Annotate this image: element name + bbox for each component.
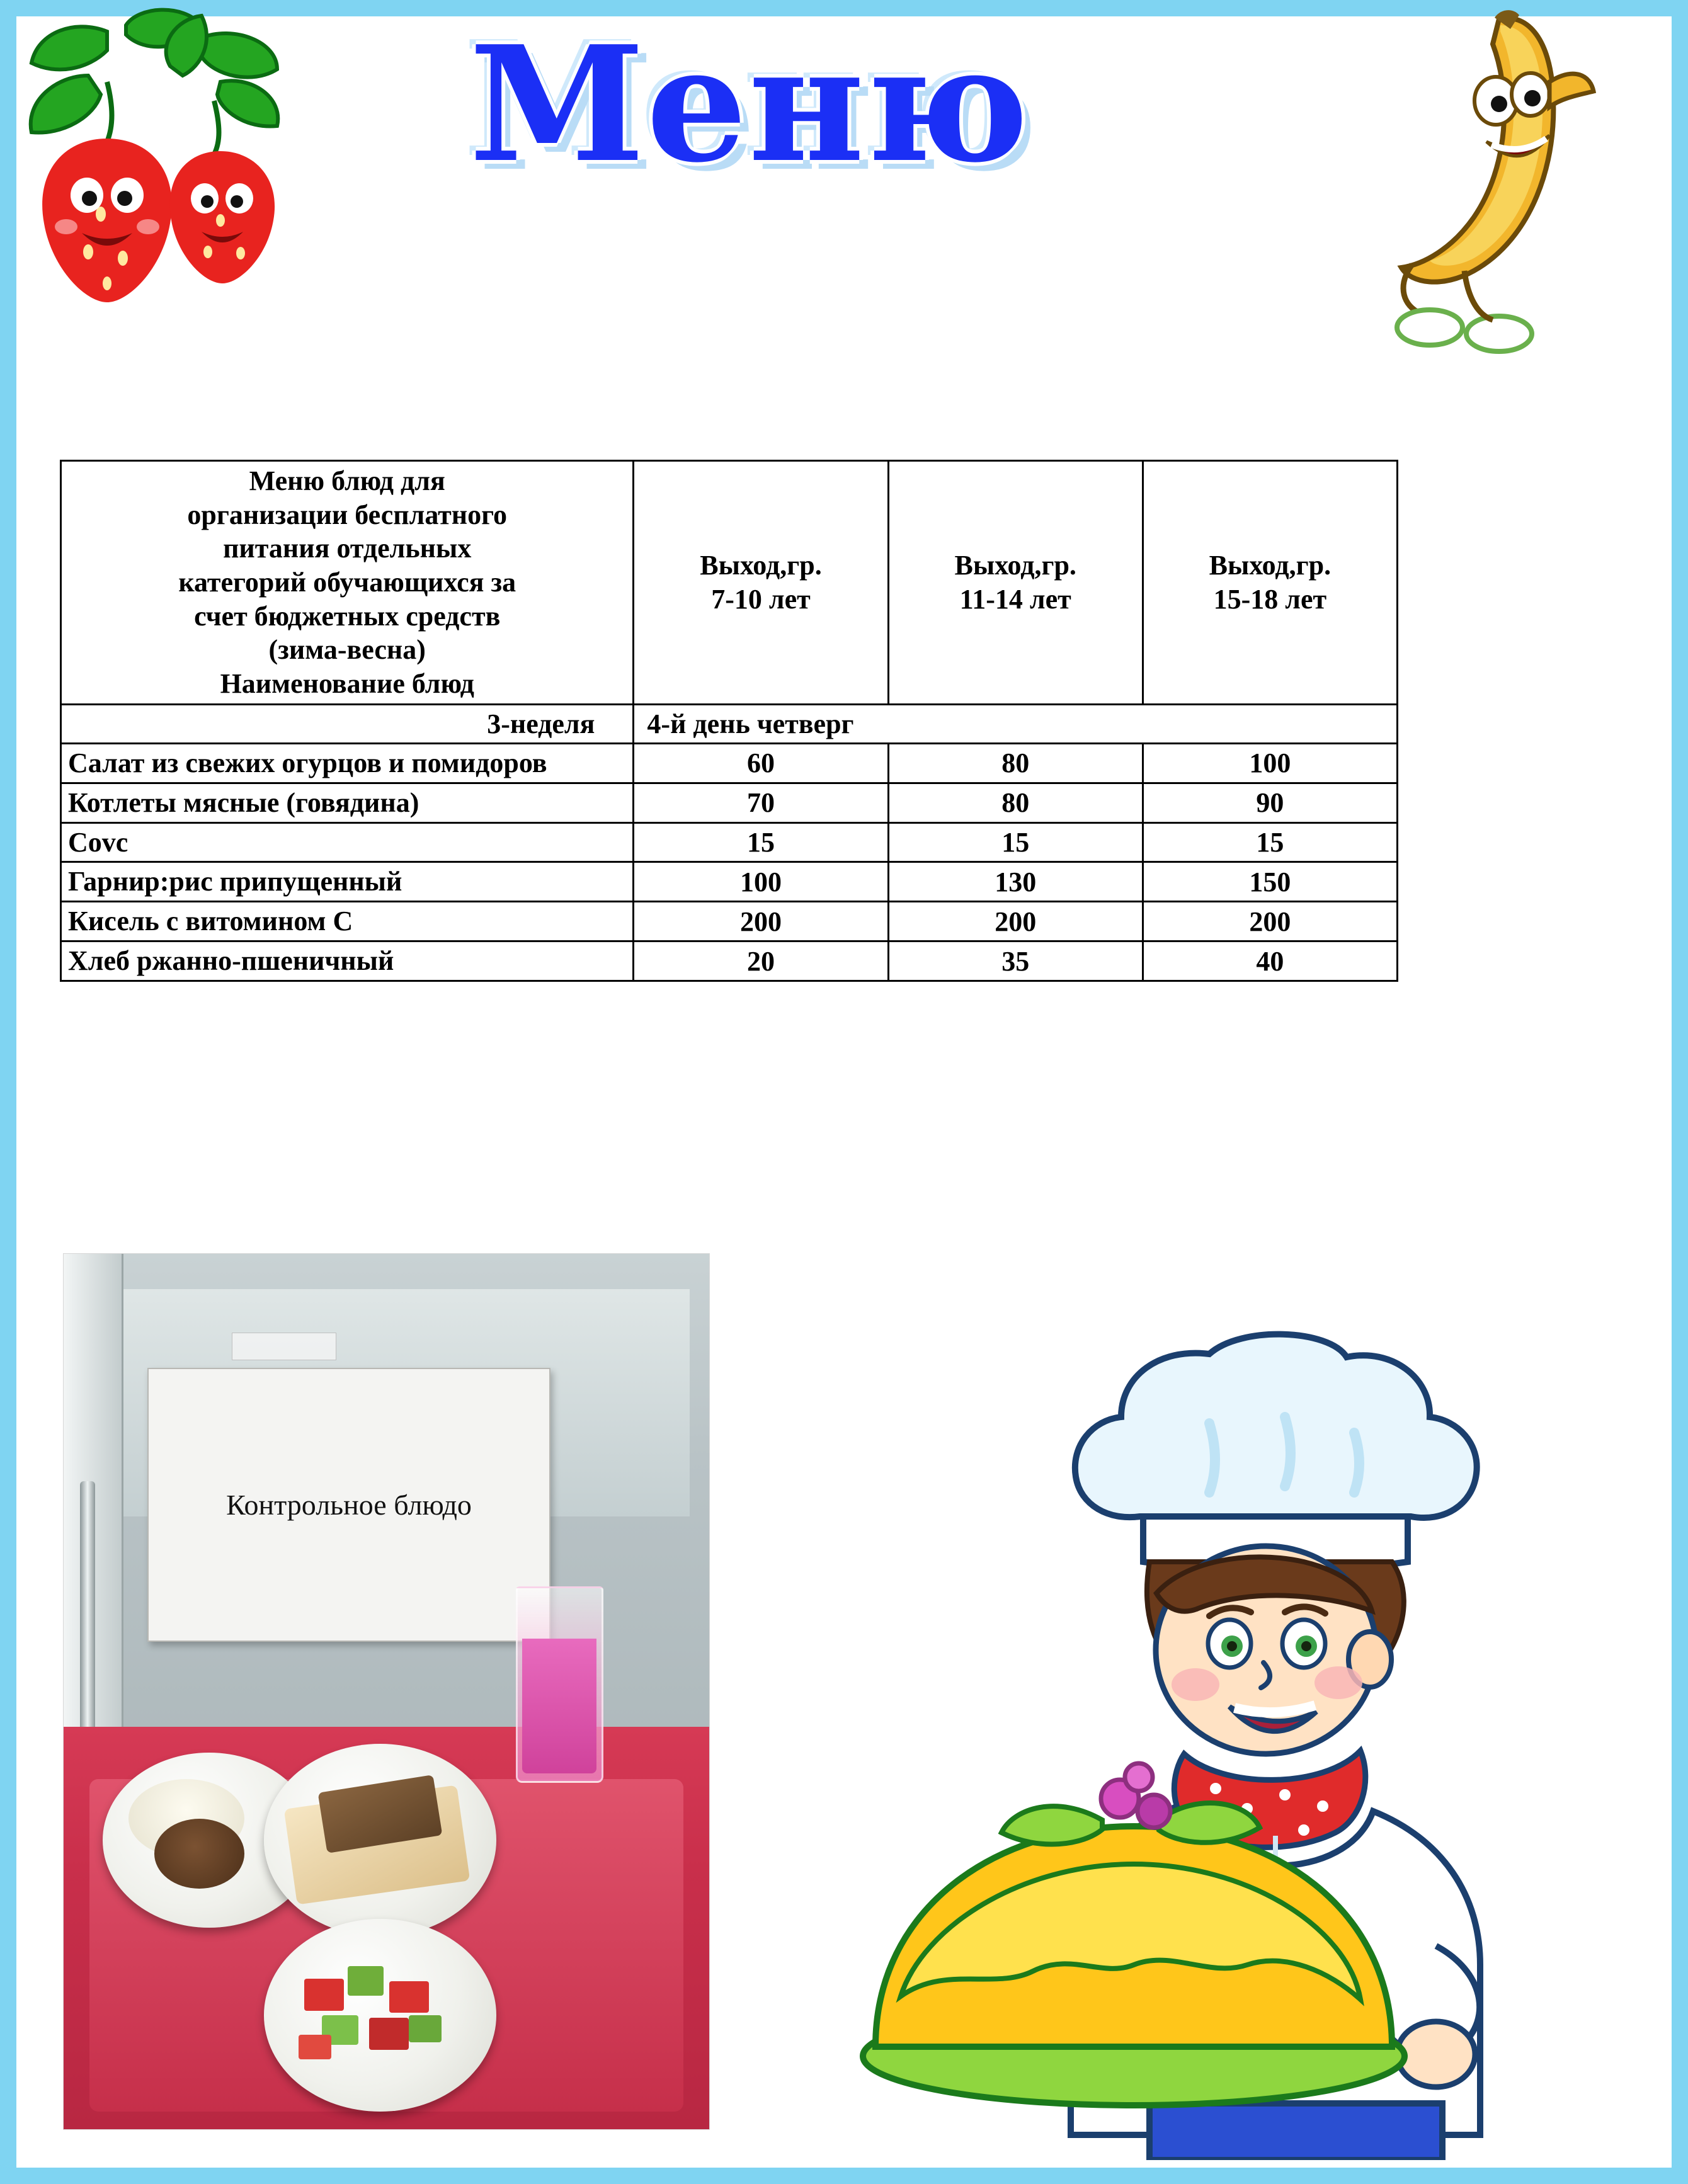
banana-icon [1342, 6, 1612, 372]
table-header-col-15-18 [1143, 461, 1397, 705]
dish-name: Котлеты мясные (говядина) [61, 783, 634, 822]
control-dish-photo [63, 1253, 710, 2130]
table-row [61, 783, 1398, 822]
dish-name: Кисель с витомином С [61, 902, 634, 941]
table-row [61, 902, 1398, 941]
header-line-4: категорий обучающихся за [178, 567, 516, 598]
table-header-col-11-14 [888, 461, 1143, 705]
photo-tape [232, 1333, 336, 1360]
strawberry-icon [13, 6, 365, 359]
dish-value-15-18: 15 [1143, 822, 1397, 862]
page-header [0, 0, 1688, 390]
week-day-row [61, 704, 1398, 743]
dish-value-11-14: 80 [888, 743, 1143, 783]
dish-name: Covc [61, 822, 634, 862]
dish-value-15-18: 40 [1143, 941, 1397, 981]
dish-value-7-10: 200 [634, 902, 888, 941]
dish-value-15-18: 100 [1143, 743, 1397, 783]
dish-value-11-14: 80 [888, 783, 1143, 822]
dish-name: Салат из свежих огурцов и помидоров [61, 743, 634, 783]
dish-value-11-14: 35 [888, 941, 1143, 981]
col-age-2: 11-14 лет [959, 583, 1071, 615]
col-age-3: 15-18 лет [1213, 583, 1327, 615]
header-line-5: счет бюджетных средств [194, 600, 501, 632]
table-row [61, 743, 1398, 783]
photo-salad [290, 1954, 470, 2077]
col-unit-2: Выход,гр. [954, 550, 1076, 581]
dish-value-11-14: 200 [888, 902, 1143, 941]
col-unit-1: Выход,гр. [700, 550, 822, 581]
dish-value-15-18: 150 [1143, 862, 1397, 902]
col-unit-3: Выход,гр. [1209, 550, 1332, 581]
header-line-2: организации бесплатного [187, 499, 508, 530]
dish-value-7-10: 15 [634, 822, 888, 862]
dish-name: Хлеб ржанно-пшеничный [61, 941, 634, 981]
dish-value-15-18: 200 [1143, 902, 1397, 941]
header-line-3: питания отдельных [223, 533, 472, 564]
control-dish-sign-text: Контрольное блюдо [226, 1488, 472, 1521]
menu-table-container [60, 460, 1398, 982]
dish-value-7-10: 20 [634, 941, 888, 981]
day-label: 4-й день четверг [634, 704, 1398, 743]
dish-value-11-14: 130 [888, 862, 1143, 902]
table-header-col-7-10 [634, 461, 888, 705]
table-row [61, 822, 1398, 862]
table-header-title-cell [61, 461, 634, 705]
photo-meat-cutlet [154, 1819, 245, 1889]
dish-value-7-10: 60 [634, 743, 888, 783]
dish-name: Гарнир:рис припущенный [61, 862, 634, 902]
photo-glass-of-kissel [516, 1586, 603, 1783]
dish-value-7-10: 70 [634, 783, 888, 822]
chef-boy-icon [806, 1266, 1600, 2160]
header-line-1: Меню блюд для [249, 465, 445, 496]
dish-value-11-14: 15 [888, 822, 1143, 862]
control-dish-sign [147, 1368, 550, 1642]
header-line-7: Наименование блюд [220, 668, 474, 700]
page-title: Меню [469, 11, 1030, 198]
week-label: 3-неделя [61, 704, 634, 743]
dish-value-7-10: 100 [634, 862, 888, 902]
menu-table [60, 460, 1398, 982]
header-line-6: (зима-весна) [268, 634, 426, 666]
col-age-1: 7-10 лет [711, 583, 811, 615]
table-row [61, 862, 1398, 902]
table-header-row [61, 461, 1398, 705]
dish-value-15-18: 90 [1143, 783, 1397, 822]
table-row [61, 941, 1398, 981]
